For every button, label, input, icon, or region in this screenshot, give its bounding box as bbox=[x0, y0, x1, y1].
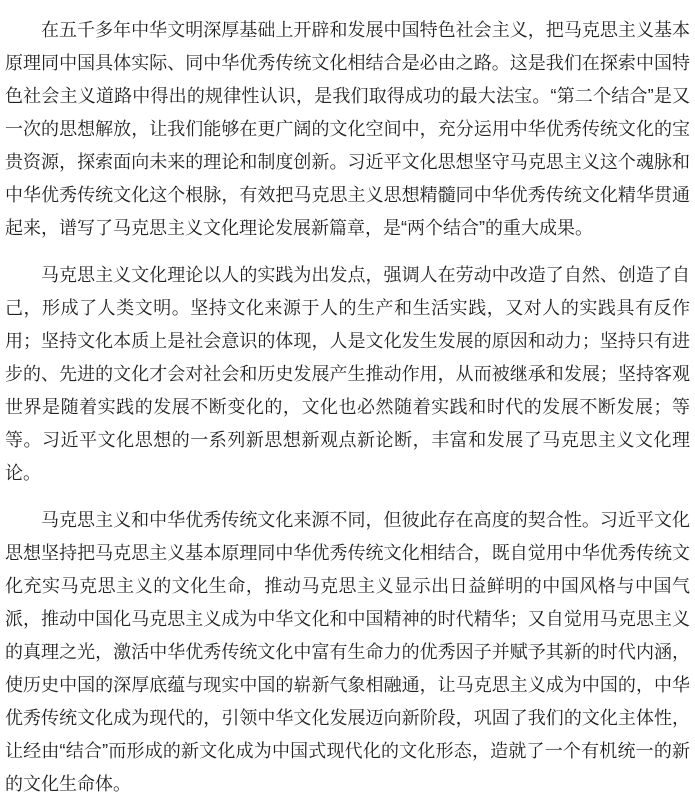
paragraph-3: 马克思主义和中华优秀传统文化来源不同，但彼此存在高度的契合性。习近平文化思想坚持把马克思主义基本原理同中华优秀传统文化相结合，既自觉用中华优秀传统文化充实马克思主义的文化生命，推动马克思主义显示出日益鲜明的中国风格与中国气派，推动中国化马克思主义成为中华文化和中国精神的时代精华；又自觉用马克思主义的真理之光，激活中华优秀传统文化中富有生命力的优秀因子并赋予其新的时代内涵，使历史中国的深厚底蕴与现实中国的崭新气象相融通，让马克思主义成为中国的，中华优秀传统文化成为现代的，引领中华文化发展迈向新阶段，巩固了我们的文化主体性，让经由“结合”而形成的新文化成为中国式现代化的文化形态，造就了一个有机统一的新的文化生命体。 bbox=[5, 510, 690, 794]
paragraph-2: 马克思主义文化理论以人的实践为出发点，强调人在劳动中改造了自然、创造了自己，形成了人类文明。坚持文化来源于人的生产和生活实践，又对人的实践具有反作用；坚持文化本质上是社会意识的体现，人是文化发生发展的原因和动力；坚持只有进步的、先进的文化才会对社会和历史发展产生推动作用，从而被继承和发展；坚持客观世界是随着实践的发展不断变化的，文化也必然随着实践和时代的发展不断发展；等等。习近平文化思想的一系列新思想新观点新论断，丰富和发展了马克思主义文化理论。 bbox=[5, 265, 690, 483]
paragraph-1: 在五千多年中华文明深厚基础上开辟和发展中国特色社会主义，把马克思主义基本原理同中国具体实际、同中华优秀传统文化相结合是必由之路。这是我们在探索中国特色社会主义道路中得出的规律性认识，是我们取得成功的最大法宝。“第二个结合”是又一次的思想解放，让我们能够在更广阔的文化空间中，充分运用中华优秀传统文化的宝贵资源，探索面向未来的理论和制度创新。习近平文化思想坚守马克思主义这个魂脉和中华优秀传统文化这个根脉，有效把马克思主义思想精髓同中华优秀传统文化精华贯通起来，谱写了马克思主义文化理论发展新篇章，是“两个结合”的重大成果。 bbox=[5, 20, 690, 238]
